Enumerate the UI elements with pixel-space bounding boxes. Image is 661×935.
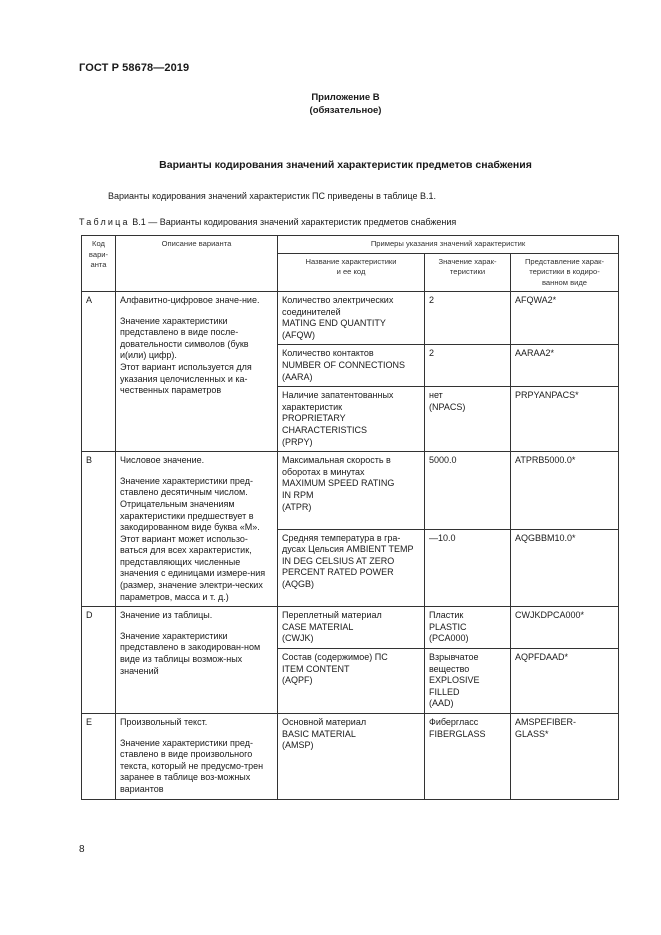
intro-paragraph: Варианты кодирования значений характеристик ПС приведены в таблице В.1. bbox=[108, 191, 436, 201]
section-title: Варианты кодирования значений характеристик предметов снабжения bbox=[159, 159, 532, 171]
characteristic-encoded: AFQWA2* bbox=[511, 292, 619, 345]
variant-code: В bbox=[82, 452, 116, 607]
characteristic-value: Пластик PLASTIC (PCA000) bbox=[425, 607, 511, 649]
coding-variants-table bbox=[81, 235, 619, 800]
table-caption-text: В.1 — Варианты кодирования значений характеристик предметов снабжения bbox=[129, 217, 457, 227]
characteristic-value: 2 bbox=[425, 292, 511, 345]
table-row bbox=[82, 607, 619, 649]
variant-description-body: Значение характеристики пред-ставлено десятичным числом. Отрицательным значениям характеристики предшествует в закодированном виде буква «М». Этот вариант может использо-ваться для всех характеристик, представляющих численные значения с единицами измере-ния (размер, значение электри-ческих параметров, масса и т. д.) bbox=[120, 475, 266, 602]
characteristic-name: Максимальная скорость в оборотах в минутах MAXIMUM SPEED RATING IN RPM (ATPR) bbox=[278, 452, 425, 530]
page-number: 8 bbox=[79, 844, 85, 855]
characteristic-name: Наличие запатентованных характеристик PROPRIETARY CHARACTERISTICS (PRPY) bbox=[278, 387, 425, 452]
characteristic-name: Количество контактов NUMBER OF CONNECTIONS (AARA) bbox=[278, 345, 425, 387]
variant-description-title: Алфавитно-цифровое значе-ние. bbox=[120, 295, 260, 305]
appendix-heading bbox=[0, 91, 661, 117]
table-row bbox=[82, 452, 619, 530]
variant-description-body: Значение характеристики представлено в виде после-довательности символов (букв и(или) цифр). Этот вариант используется для указания целочисленных и ка-чественных параметров bbox=[120, 315, 252, 396]
characteristic-encoded: PRPYANPACS* bbox=[511, 387, 619, 452]
appendix-title: Приложение В bbox=[311, 92, 380, 103]
characteristic-encoded: AQGBBM10.0* bbox=[511, 529, 619, 607]
variant-description bbox=[116, 714, 278, 800]
header-name: Название характеристики и ее код bbox=[278, 253, 425, 292]
table-caption-prefix: Таблица bbox=[79, 217, 130, 227]
characteristic-value: нет (NPACS) bbox=[425, 387, 511, 452]
characteristic-encoded: AQPFDAAD* bbox=[511, 649, 619, 714]
characteristic-encoded: ATPRB5000.0* bbox=[511, 452, 619, 530]
characteristic-name: Основной материал BASIC MATERIAL (AMSP) bbox=[278, 714, 425, 800]
table-row bbox=[82, 292, 619, 345]
header-description: Описание варианта bbox=[116, 236, 278, 292]
characteristic-name: Средняя температура в гра-дусах Цельсия AMBIENT TEMP IN DEG CELSIUS AT ZERO PERCENT RATED POWER (AQGB) bbox=[278, 529, 425, 607]
characteristic-name: Количество электрических соединителей MATING END QUANTITY (AFQW) bbox=[278, 292, 425, 345]
characteristic-value: —10.0 bbox=[425, 529, 511, 607]
characteristic-value: 5000.0 bbox=[425, 452, 511, 530]
variant-description-title: Числовое значение. bbox=[120, 455, 205, 466]
variant-description-title: Значение из таблицы. bbox=[120, 610, 213, 621]
variant-description-body: Значение характеристики представлено в закодирован-ном виде из таблицы возмож-ных значений bbox=[120, 630, 261, 676]
variant-description-title: Произвольный текст. bbox=[120, 717, 208, 727]
characteristic-encoded: CWJKDPCA000* bbox=[511, 607, 619, 649]
variant-code: E bbox=[82, 714, 116, 800]
header-encoded: Представление харак- теристики в кодиро- ванном виде bbox=[511, 253, 619, 292]
header-code: Код вари- анта bbox=[82, 236, 116, 292]
variant-description-body: Значение характеристики пред-ставлено в виде произвольного текста, который не предусмо-трен заранее в таблице воз-можных вариантов bbox=[120, 737, 264, 794]
variant-description bbox=[116, 452, 278, 607]
characteristic-encoded: AARAA2* bbox=[511, 345, 619, 387]
characteristic-value: 2 bbox=[425, 345, 511, 387]
header-examples: Примеры указания значений характеристик bbox=[278, 236, 619, 254]
variant-description bbox=[116, 292, 278, 452]
table-caption bbox=[79, 217, 456, 227]
variant-code: A bbox=[82, 292, 116, 452]
table-row bbox=[82, 714, 619, 800]
variant-code: D bbox=[82, 607, 116, 714]
characteristic-name: Переплетный материал CASE MATERIAL (CWJK) bbox=[278, 607, 425, 649]
document-id: ГОСТ Р 58678—2019 bbox=[79, 62, 190, 74]
characteristic-encoded: AMSPEFIBER- GLASS* bbox=[511, 714, 619, 800]
characteristic-value: Фибергласс FIBERGLASS bbox=[425, 714, 511, 800]
variant-description bbox=[116, 607, 278, 714]
characteristic-value: Взрывчатое вещество EXPLOSIVE FILLED (AAD) bbox=[425, 649, 511, 714]
header-value: Значение харак- теристики bbox=[425, 253, 511, 292]
characteristic-name: Состав (содержимое) ПС ITEM CONTENT (AQPF) bbox=[278, 649, 425, 714]
appendix-subtitle: (обязательное) bbox=[309, 105, 382, 116]
